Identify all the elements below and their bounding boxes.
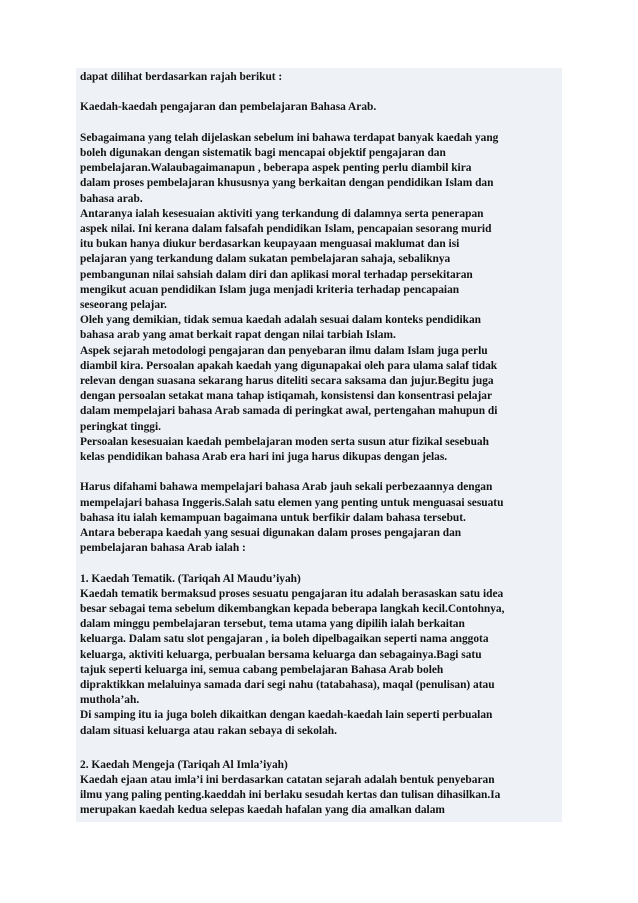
text-line: peringkat tinggi. xyxy=(80,420,162,433)
paragraph-gap xyxy=(80,465,558,480)
text-line: pembangunan nilai sahsiah dalam diri dan aplikasi moral terhadap persekitaran xyxy=(80,268,473,281)
text-line: muthola’ah. xyxy=(80,694,140,707)
paragraph-gap xyxy=(80,85,558,100)
paragraph-gap xyxy=(80,116,558,131)
text-line: dalam mempelajari bahasa Arab samada di peringkat awal, pertengahan mahupun di xyxy=(80,405,498,418)
text-line: bahasa arab. xyxy=(80,192,143,205)
text-line: itu bukan hanya diukur berdasarkan keupayaan menguasai maklumat dan isi xyxy=(80,238,460,251)
text-line: aspek nilai. Ini kerana dalam falsafah pendidikan Islam, pencapaian sesorang murid xyxy=(80,223,492,235)
text-line: keluarga. Dalam satu slot pengajaran , ia boleh dipelbagaikan seperti nama anggota xyxy=(80,633,489,646)
paragraph-gap xyxy=(80,556,558,571)
text-line: boleh digunakan dengan sistematik bagi mencapai objektif pengajaran dan xyxy=(80,146,446,159)
text-line: mempelajari bahasa Inggeris.Salah satu elemen yang penting untuk menguasai sesuatu xyxy=(80,496,504,509)
text-line: 2. Kaedah Mengeja (Tariqah Al Imla’iyah) xyxy=(80,758,288,771)
text-line: Di samping itu ia juga boleh dikaitkan dengan kaedah-kaedah lain seperti perbualan xyxy=(80,709,493,722)
text-line: relevan dengan suasana sekarang harus diteliti secara saksama dan jujur.Begitu juga xyxy=(80,375,494,388)
text-line: Harus difahami bahawa mempelajari bahasa Arab jauh sekali perbezaannya dengan xyxy=(80,481,493,494)
text-line: Kaedah tematik bermaksud proses sesuatu pengajaran itu adalah berasaskan satu idea xyxy=(80,587,504,600)
text-line: dalam situasi keluarga atau rakan sebaya di sekolah. xyxy=(80,724,337,737)
text-line: dalam proses pembelajaran khususnya yang berkaitan dengan pendidikan Islam dan xyxy=(80,177,494,190)
text-line: Antara beberapa kaedah yang sesuai digunakan dalam proses pengajaran dan xyxy=(80,527,462,540)
text-line: Antaranya ialah kesesuaian aktiviti yang terkandung di dalamnya serta penerapan xyxy=(80,207,484,220)
text-line: merupakan kaedah kedua selepas kaedah hafalan yang dia amalkan dalam xyxy=(80,804,445,817)
text-line: kelas pendidikan bahasa Arab era hari ini juga harus dikupas dengan jelas. xyxy=(80,451,448,464)
text-line: tajuk seperti keluarga ini, semua cabang pembelajaran Bahasa Arab boleh xyxy=(80,663,444,676)
text-line: dengan persoalan setakat mana tahap istiqamah, konsistensi dan konsentrasi pelajar xyxy=(80,390,493,403)
text-line: pembelajaran bahasa Arab ialah : xyxy=(80,542,246,555)
document-page xyxy=(76,68,562,822)
text-line: bahasa itu ialah kemampuan bagaimana untuk berfikir dalam bahasa tersebut. xyxy=(80,511,466,524)
document-text xyxy=(76,68,562,819)
text-line: Kaedah-kaedah pengajaran dan pembelajaran Bahasa Arab. xyxy=(80,101,377,114)
text-line: pembelajaran.Walaubagaimanapun , beberapa aspek penting perlu diambil kira xyxy=(80,162,472,175)
text-line: Aspek sejarah metodologi pengajaran dan penyebaran ilmu dalam Islam juga perlu xyxy=(80,344,488,357)
text-line: Sebagaimana yang telah dijelaskan sebelum ini bahawa terdapat banyak kaedah yang xyxy=(80,131,499,144)
text-line: besar sebagai tema sebelum dikembangkan kepada beberapa langkah kecil.Contohnya, xyxy=(80,603,505,616)
text-line: dalam minggu pembelajaran tersebut, tema utama yang dipilih ialah berkaitan xyxy=(80,618,465,631)
text-line: pelajaran yang terkandung dalam sukatan pembelajaran sahaja, sebaliknya xyxy=(80,253,451,266)
text-line: Kaedah ejaan atau imla’i ini berdasarkan catatan sejarah adalah bentuk penyebaran xyxy=(80,774,495,787)
text-line: ilmu yang paling penting.kaeddah ini berlaku sesudah kertas dan tulisan dihasilkan.Ia xyxy=(80,789,501,802)
text-line: Oleh yang demikian, tidak semua kaedah adalah sesuai dalam konteks pendidikan xyxy=(80,314,482,327)
text-line: mengikut acuan pendidikan Islam juga menjadi kriteria terhadap pencapaian xyxy=(80,283,460,296)
text-line: diambil kira. Persoalan apakah kaedah yang digunapakai oleh para ulama salaf tidak xyxy=(80,359,498,372)
text-line: dipraktikkan melaluinya samada dari segi nahu (tatabahasa), maqal (penulisan) atau xyxy=(80,679,495,692)
paragraph-gap xyxy=(80,739,558,758)
text-line: Persoalan kesesuaian kaedah pembelajaran moden serta susun atur fizikal sesebuah xyxy=(80,435,489,448)
text-line: keluarga, aktiviti keluarga, perbualan bersama keluarga dan sebagainya.Bagi satu xyxy=(80,648,482,661)
text-line: bahasa arab yang amat berkait rapat dengan nilai tarbiah Islam. xyxy=(80,329,396,342)
text-line: dapat dilihat berdasarkan rajah berikut : xyxy=(80,71,283,83)
text-line: 1. Kaedah Tematik. (Tariqah Al Maudu’iyah) xyxy=(80,572,301,585)
text-line: seseorang pelajar. xyxy=(80,299,167,312)
